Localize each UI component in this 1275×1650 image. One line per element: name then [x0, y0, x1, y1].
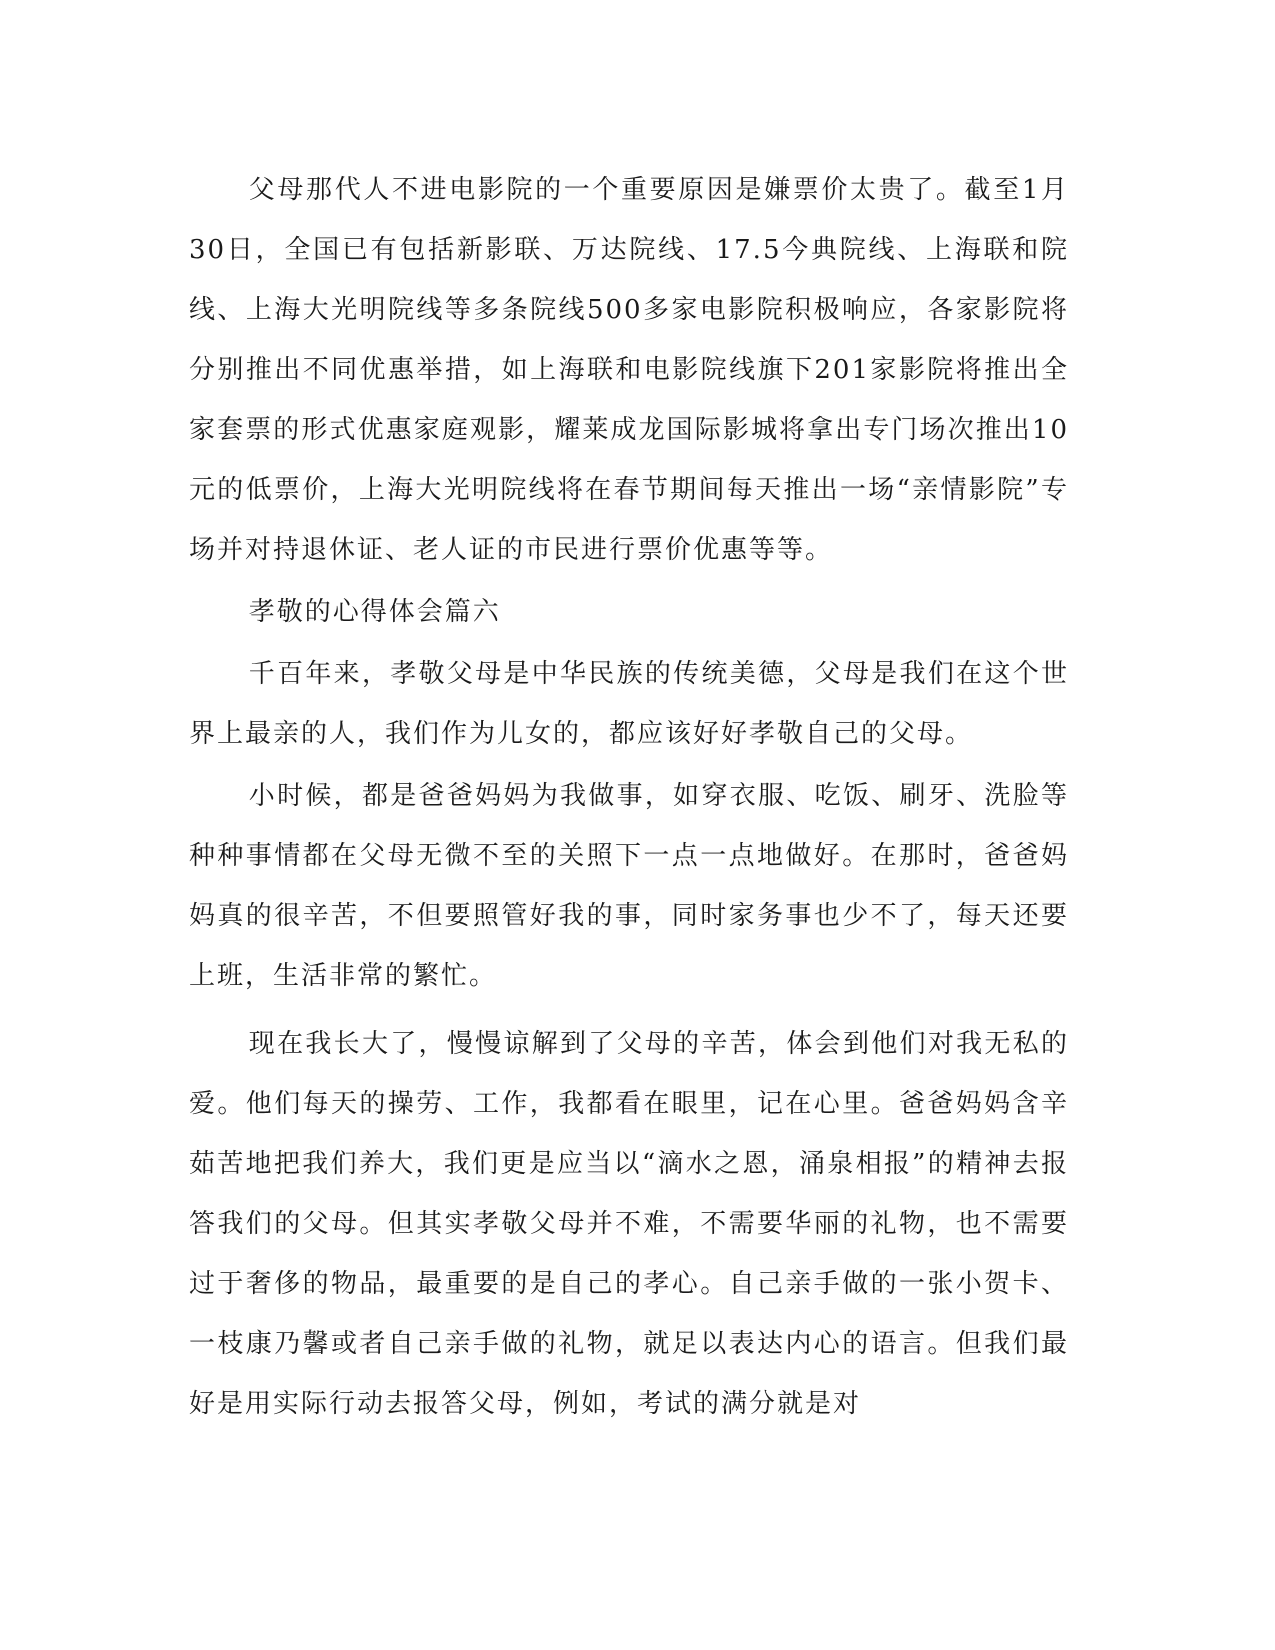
paragraph-growing-up: 现在我长大了，慢慢谅解到了父母的辛苦，体会到他们对我无私的爱。他们每天的操劳、工作，我都看在眼里，记在心里。爸爸妈妈含辛茹苦地把我们养大，我们更是应当以“滴水之恩，涌泉相报”的精神去报答我们的父母。但其实孝敬父母并不难，不需要华丽的礼物，也不需要过于奢侈的物品，最重要的是自己的孝心。自己亲手做的一张小贺卡、一枝康乃馨或者自己亲手做的礼物，就足以表达内心的语言。但我们最好是用实际行动去报答父母，例如，考试的满分就是对	[189, 1029, 1069, 1419]
paragraph-movie-tickets: 父母那代人不进电影院的一个重要原因是嫌票价太贵了。截至1月30日，全国已有包括新影联、万达院线、17.5今典院线、上海联和院线、上海大光明院线等多条院线500多家电影院积极响应，各家影院将分别推出不同优惠举措，如上海联和电影院线旗下201家影院将推出全家套票的形式优惠家庭观影，耀莱成龙国际影城将拿出专门场次推出10元的低票价，上海大光明院线将在春节期间每天推出一场“亲情影院”专场并对持退休证、老人证的市民进行票价优惠等等。	[189, 175, 1069, 565]
section-heading: 孝敬的心得体会篇六	[248, 597, 501, 627]
document-body	[189, 160, 1069, 1434]
paragraph-filial-virtue: 千百年来，孝敬父母是中华民族的传统美德，父母是我们在这个世界上最亲的人，我们作为儿女的，都应该好好孝敬自己的父母。	[189, 659, 1069, 749]
paragraph-childhood: 小时候，都是爸爸妈妈为我做事，如穿衣服、吃饭、刷牙、洗脸等种种事情都在父母无微不至的关照下一点一点地做好。在那时，爸爸妈妈真的很辛苦，不但要照管好我的事，同时家务事也少不了，每天还要上班，生活非常的繁忙。	[189, 781, 1069, 991]
